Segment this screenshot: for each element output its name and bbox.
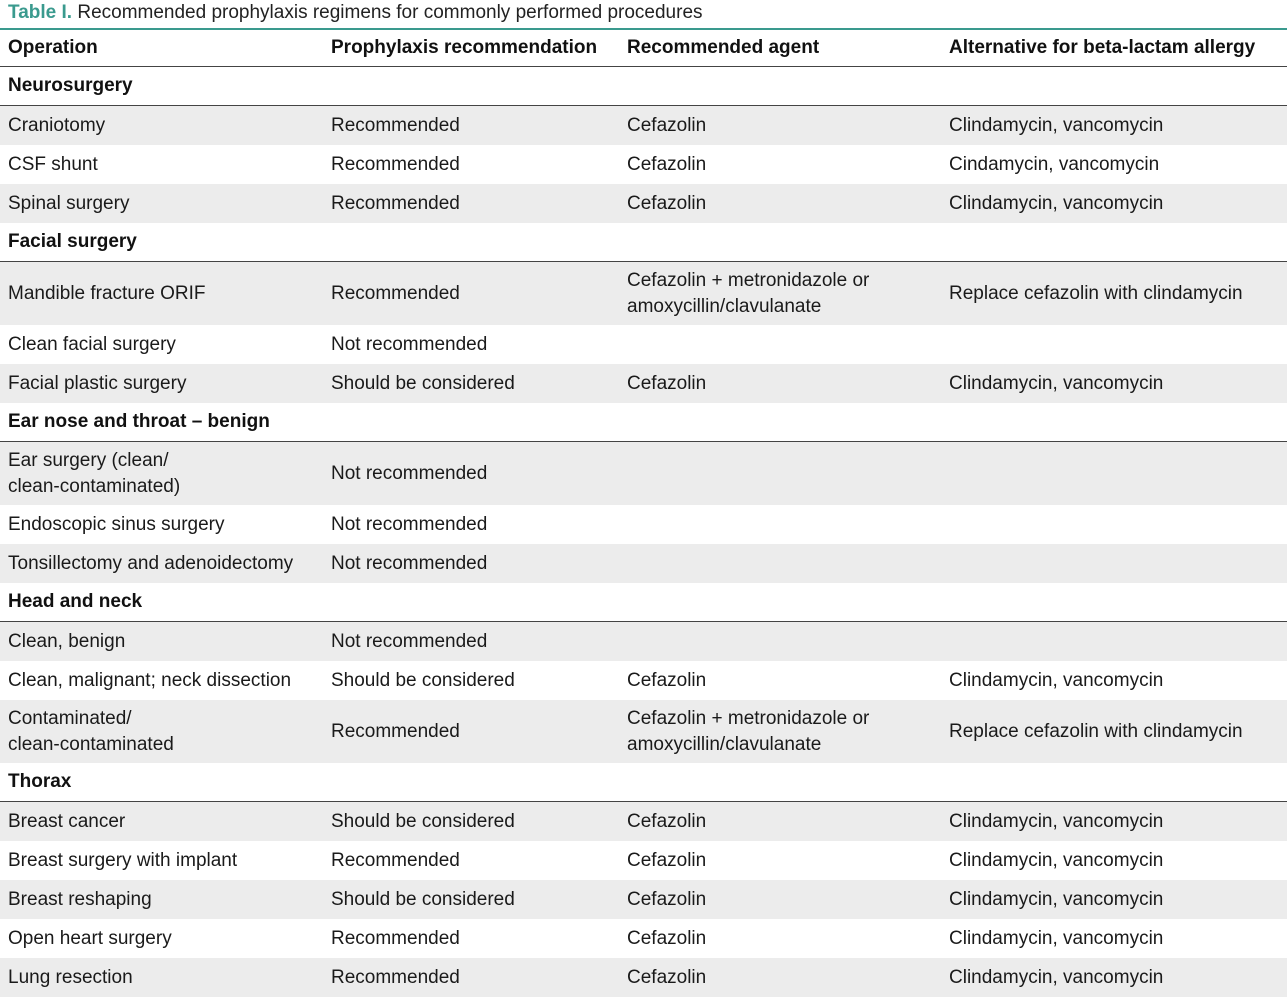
table-row bbox=[0, 700, 1287, 763]
cell-alternative bbox=[941, 544, 1287, 583]
section-title: Thorax bbox=[0, 763, 1287, 802]
cell-agent: Cefazolin bbox=[619, 880, 941, 919]
cell-operation: Clean, benign bbox=[0, 622, 323, 662]
table-row bbox=[0, 106, 1287, 146]
cell-prophylaxis: Recommended bbox=[331, 153, 460, 175]
cell-operation: Breast surgery with implant bbox=[8, 849, 238, 871]
cell-operation: Mandible fracture ORIF bbox=[0, 262, 323, 326]
table-header-row bbox=[0, 30, 1287, 67]
prophylaxis-table bbox=[0, 30, 1287, 997]
section-header-row bbox=[0, 223, 1287, 262]
cell-alternative: Cindamycin, vancomycin bbox=[949, 153, 1160, 175]
table-row bbox=[0, 262, 1287, 326]
cell-operation: Clean facial surgery bbox=[8, 333, 176, 355]
cell-alternative: Clindamycin, vancomycin bbox=[941, 958, 1287, 997]
cell-agent bbox=[619, 622, 941, 662]
table-row bbox=[0, 661, 1287, 700]
cell-agent bbox=[619, 442, 941, 506]
section-title: Neurosurgery bbox=[0, 67, 1287, 106]
cell-operation: Contaminated/ clean-contaminated bbox=[0, 700, 323, 763]
cell-alternative: Clindamycin, vancomycin bbox=[949, 849, 1164, 871]
cell-agent bbox=[619, 325, 941, 364]
table-row bbox=[0, 880, 1287, 919]
cell-prophylaxis: Should be considered bbox=[323, 364, 619, 403]
cell-operation: Spinal surgery bbox=[0, 184, 323, 223]
cell-alternative: Clindamycin, vancomycin bbox=[949, 669, 1164, 691]
cell-agent bbox=[619, 505, 941, 544]
cell-operation: Craniotomy bbox=[0, 106, 323, 146]
cell-operation: Breast cancer bbox=[0, 802, 323, 842]
cell-alternative: Clindamycin, vancomycin bbox=[941, 364, 1287, 403]
cell-operation: Breast reshaping bbox=[0, 880, 323, 919]
table-row bbox=[0, 184, 1287, 223]
table-row bbox=[0, 958, 1287, 997]
cell-operation: Open heart surgery bbox=[8, 927, 172, 949]
cell-alternative: Clindamycin, vancomycin bbox=[949, 927, 1164, 949]
cell-agent: Cefazolin bbox=[627, 849, 707, 871]
cell-agent: Cefazolin bbox=[619, 106, 941, 146]
table-row bbox=[0, 325, 1287, 364]
cell-alternative: Replace cefazolin with clindamycin bbox=[941, 262, 1287, 326]
table-body bbox=[0, 67, 1287, 998]
cell-operation: CSF shunt bbox=[8, 153, 98, 175]
cell-agent: Cefazolin + metronidazole or amoxycillin/clavulanate bbox=[619, 700, 941, 763]
cell-agent: Cefazolin bbox=[627, 669, 707, 691]
cell-agent: Cefazolin bbox=[619, 184, 941, 223]
cell-alternative bbox=[941, 325, 1287, 364]
table-row bbox=[0, 505, 1287, 544]
table-row bbox=[0, 841, 1287, 880]
cell-agent: Cefazolin bbox=[619, 802, 941, 842]
cell-alternative bbox=[941, 442, 1287, 506]
section-header-row bbox=[0, 583, 1287, 622]
cell-prophylaxis: Not recommended bbox=[323, 622, 619, 662]
column-header-prophylaxis: Prophylaxis recommendation bbox=[323, 30, 619, 67]
cell-operation: Tonsillectomy and adenoidectomy bbox=[0, 544, 323, 583]
cell-alternative bbox=[941, 622, 1287, 662]
table-row bbox=[0, 364, 1287, 403]
section-title: Facial surgery bbox=[0, 223, 1287, 262]
table-row bbox=[0, 145, 1287, 184]
cell-prophylaxis: Not recommended bbox=[323, 442, 619, 506]
column-header-alternative: Alternative for beta-lactam allergy bbox=[941, 30, 1287, 67]
cell-operation: Lung resection bbox=[0, 958, 323, 997]
cell-alternative: Clindamycin, vancomycin bbox=[941, 880, 1287, 919]
cell-operation: Endoscopic sinus surgery bbox=[8, 513, 225, 535]
cell-prophylaxis: Recommended bbox=[323, 262, 619, 326]
section-header-row bbox=[0, 67, 1287, 106]
section-header-row bbox=[0, 763, 1287, 802]
column-header-agent: Recommended agent bbox=[619, 30, 941, 67]
cell-agent: Cefazolin bbox=[627, 153, 707, 175]
cell-prophylaxis: Should be considered bbox=[323, 802, 619, 842]
cell-agent: Cefazolin + metronidazole or amoxycillin/clavulanate bbox=[619, 262, 941, 326]
table-row bbox=[0, 622, 1287, 662]
table-caption-label: Table I. bbox=[8, 2, 73, 23]
cell-prophylaxis: Recommended bbox=[331, 849, 460, 871]
cell-prophylaxis: Recommended bbox=[323, 958, 619, 997]
cell-prophylaxis: Recommended bbox=[323, 700, 619, 763]
cell-operation: Clean, malignant; neck dissection bbox=[8, 669, 292, 691]
table-caption bbox=[0, 0, 1288, 28]
cell-operation: Facial plastic surgery bbox=[0, 364, 323, 403]
cell-prophylaxis: Recommended bbox=[323, 106, 619, 146]
table-caption-text: Recommended prophylaxis regimens for commonly performed procedures bbox=[77, 2, 703, 23]
section-header-row bbox=[0, 403, 1287, 442]
column-header-operation: Operation bbox=[0, 30, 323, 67]
cell-prophylaxis: Should be considered bbox=[331, 669, 515, 691]
cell-alternative: Clindamycin, vancomycin bbox=[941, 106, 1287, 146]
table-row bbox=[0, 442, 1287, 506]
cell-prophylaxis: Not recommended bbox=[331, 333, 488, 355]
cell-alternative bbox=[941, 505, 1287, 544]
table-row bbox=[0, 919, 1287, 958]
table-row bbox=[0, 802, 1287, 842]
cell-agent: Cefazolin bbox=[619, 364, 941, 403]
cell-operation: Ear surgery (clean/ clean-contaminated) bbox=[0, 442, 323, 506]
cell-prophylaxis: Should be considered bbox=[323, 880, 619, 919]
cell-agent: Cefazolin bbox=[619, 958, 941, 997]
cell-prophylaxis: Recommended bbox=[323, 184, 619, 223]
cell-alternative: Clindamycin, vancomycin bbox=[941, 802, 1287, 842]
section-title: Ear nose and throat – benign bbox=[0, 403, 1287, 442]
cell-prophylaxis: Not recommended bbox=[323, 544, 619, 583]
cell-agent: Cefazolin bbox=[627, 927, 707, 949]
cell-alternative: Replace cefazolin with clindamycin bbox=[941, 700, 1287, 763]
section-title: Head and neck bbox=[0, 583, 1287, 622]
cell-alternative: Clindamycin, vancomycin bbox=[941, 184, 1287, 223]
cell-prophylaxis: Recommended bbox=[331, 927, 460, 949]
cell-agent bbox=[619, 544, 941, 583]
table-row bbox=[0, 544, 1287, 583]
cell-prophylaxis: Not recommended bbox=[331, 513, 488, 535]
